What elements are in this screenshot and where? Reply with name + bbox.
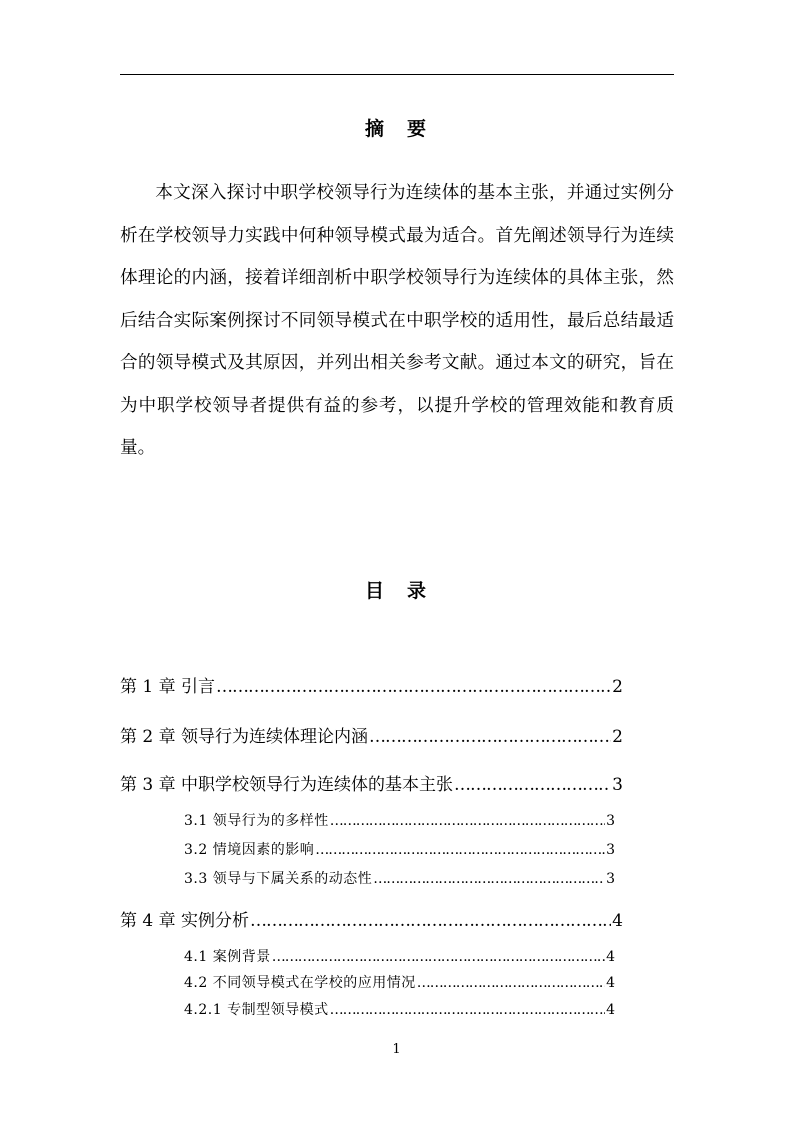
toc-entry-page: 2: [612, 727, 623, 747]
page-number: 1: [392, 1042, 401, 1057]
toc-leader-dots: [330, 813, 605, 829]
toc-entry-label: 3.2 情境因素的影响: [184, 842, 315, 858]
header-rule: [120, 74, 674, 75]
toc-entry-page: 4: [606, 949, 615, 965]
toc-entry-page: 4: [606, 1002, 615, 1018]
toc-entry[interactable]: [120, 672, 623, 697]
toc-leader-dots: [315, 842, 605, 858]
toc-entry[interactable]: [120, 770, 623, 795]
toc-entry-page: 3: [606, 871, 615, 887]
abstract-title: 摘 要: [364, 118, 428, 140]
toc-entry-page: 3: [606, 813, 615, 829]
toc-entry-label: 4.2.1 专制型领导模式: [184, 1002, 329, 1018]
toc-title: 目 录: [364, 580, 428, 602]
toc-leader-dots: [369, 727, 611, 747]
toc-entry[interactable]: [120, 722, 623, 747]
toc-leader-dots: [216, 677, 611, 697]
toc-leader-dots: [330, 1002, 606, 1018]
toc-entry-page: 3: [612, 775, 623, 795]
toc-leader-dots: [272, 949, 605, 965]
toc-entry-label: 4.1 案例背景: [184, 949, 271, 965]
toc-subentry[interactable]: [184, 972, 615, 992]
toc-entry-label: 4.2 不同领导模式在学校的应用情况: [184, 975, 416, 991]
toc-subentry[interactable]: [184, 839, 615, 859]
toc-entry-label: 第 2 章 领导行为连续体理论内涵: [120, 727, 369, 747]
toc-leader-dots: [373, 871, 605, 887]
toc-entry-page: 3: [606, 842, 615, 858]
toc-entry-page: 2: [612, 677, 623, 697]
abstract-body: 本文深入探讨中职学校领导行为连续体的基本主张，并通过实例分析在学校领导力实践中何种领导模式最为适合。首先阐述领导行为连续体理论的内涵，接着详细剖析中职学校领导行为连续体的具体主张，然后结合实际案例探讨不同领导模式在中职学校的适用性，最后总结最适合的领导模式及其原因，并列出相关参考文献。通过本文的研究，旨在为中职学校领导者提供有益的参考，以提升学校的管理效能和教育质量。: [120, 183, 674, 458]
toc-entry[interactable]: [120, 906, 623, 931]
toc-entry-page: 4: [612, 911, 623, 931]
toc-leader-dots: [250, 911, 611, 931]
toc-subentry[interactable]: [184, 999, 615, 1019]
toc-subentry[interactable]: [184, 946, 615, 966]
toc-leader-dots: [454, 775, 611, 795]
toc-subentry[interactable]: [184, 810, 615, 830]
toc-entry-label: 第 3 章 中职学校领导行为连续体的基本主张: [120, 775, 454, 795]
toc-entry-label: 第 1 章 引言: [120, 677, 216, 697]
toc-entry-label: 第 4 章 实例分析: [120, 911, 250, 931]
toc-entry-label: 3.1 领导行为的多样性: [184, 813, 329, 829]
toc-entry-page: 4: [606, 975, 615, 991]
toc-entry-label: 3.3 领导与下属关系的动态性: [184, 871, 373, 887]
toc-subentry[interactable]: [184, 868, 615, 888]
toc-leader-dots: [417, 975, 605, 991]
